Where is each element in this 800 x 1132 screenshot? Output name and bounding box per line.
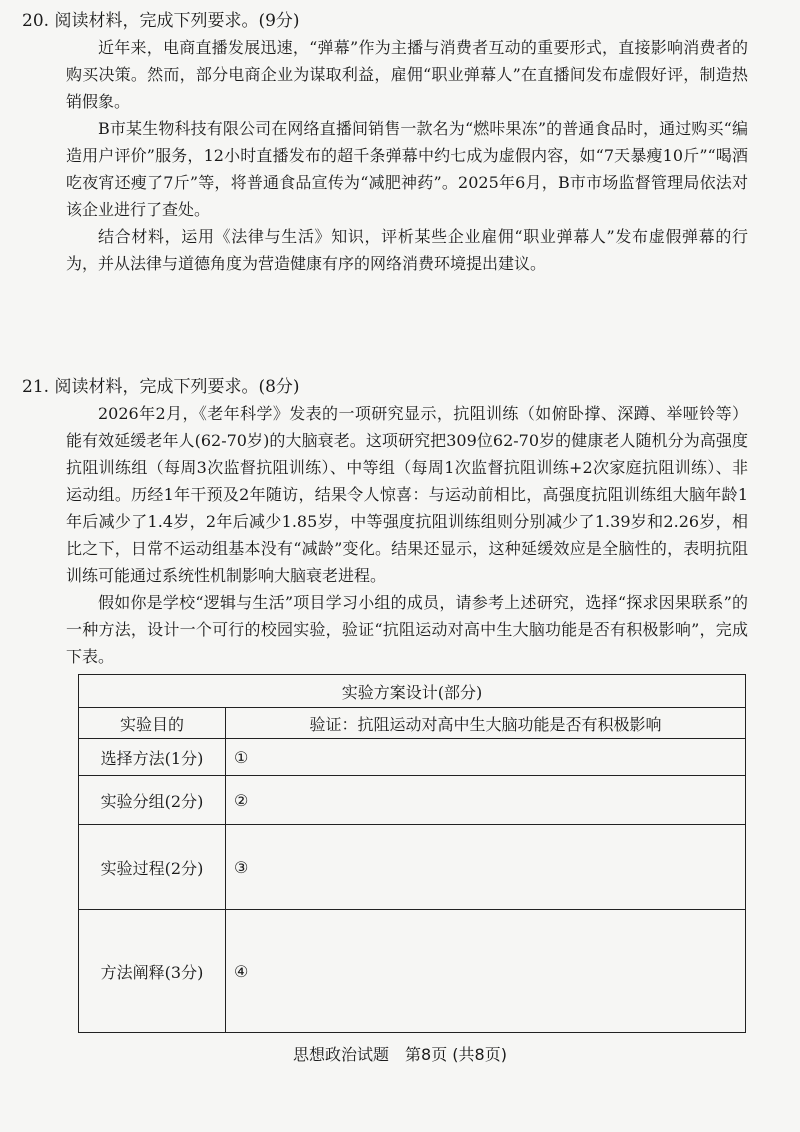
purpose-value: 验证：抗阻运动对高中生大脑功能是否有积极影响 bbox=[226, 708, 746, 739]
question-20-paragraph: 结合材料，运用《法律与生活》知识，评析某些企业雇佣“职业弹幕人”发布虚假弹幕的行为，并从法律与道德角度为营造健康有序的网络消费环境提出建议。 bbox=[66, 227, 748, 273]
answer-cell: ④ bbox=[226, 910, 746, 1033]
table-title: 实验方案设计(部分) bbox=[79, 675, 746, 708]
table-row bbox=[79, 739, 746, 776]
row-label: 实验过程(2分) bbox=[79, 825, 226, 910]
table-row bbox=[79, 776, 746, 825]
row-label: 实验分组(2分) bbox=[79, 776, 226, 825]
table-row bbox=[79, 825, 746, 910]
question-21-paragraph: 假如你是学校“逻辑与生活”项目学习小组的成员，请参考上述研究，选择“探求因果联系”的一种方法，设计一个可行的校园实验，验证“抗阻运动对高中生大脑功能是否有积极影响”，完成下表。 bbox=[66, 593, 748, 666]
question-20-title: 20. 阅读材料，完成下列要求。(9分) bbox=[22, 11, 300, 31]
question-20 bbox=[22, 8, 748, 277]
question-21-paragraph: 2026年2月，《老年科学》发表的一项研究显示，抗阻训练（如俯卧撑、深蹲、举哑铃等）能有效延缓老年人(62-70岁)的大脑衰老。这项研究把309位62-70岁的健康老人随机分为高强度抗阻训练组（每周3次监督抗阻训练）、中等组（每周1次监督抗阻训练+2次家庭抗阻训练）、非运动组。历经1年干预及2年随访，结果令人惊喜：与运动前相比，高强度抗阻训练组大脑年龄1年后减少了1.4岁，2年后减少1.85岁，中等强度抗阻训练组则分别减少了1.39岁和2.26岁，相比之下，日常不运动组基本没有“减龄”变化。结果还显示，这种延缓效应是全脑性的，表明抗阻训练可能通过系统性机制影响大脑衰老进程。 bbox=[66, 404, 748, 585]
question-21-title: 21. 阅读材料，完成下列要求。(8分) bbox=[22, 377, 300, 397]
answer-cell: ② bbox=[226, 776, 746, 825]
table-row bbox=[79, 910, 746, 1033]
page-footer: 思想政治试题 第8页 (共8页) bbox=[293, 1045, 507, 1064]
row-label: 选择方法(1分) bbox=[79, 739, 226, 776]
row-label: 方法阐释(3分) bbox=[79, 910, 226, 1033]
answer-cell: ③ bbox=[226, 825, 746, 910]
answer-cell: ① bbox=[226, 739, 746, 776]
experiment-plan-table bbox=[78, 674, 746, 1033]
question-20-paragraph: 近年来，电商直播发展迅速，“弹幕”作为主播与消费者互动的重要形式，直接影响消费者的购买决策。然而，部分电商企业为谋取利益，雇佣“职业弹幕人”在直播间发布虚假好评，制造热销假象。 bbox=[66, 38, 748, 111]
purpose-label: 实验目的 bbox=[79, 708, 226, 739]
question-20-paragraph: B市某生物科技有限公司在网络直播间销售一款名为“燃咔果冻”的普通食品时，通过购买“编造用户评价”服务，12小时直播发布的超千条弹幕中约七成为虚假内容，如“7天暴瘦10斤”“喝酒吃夜宵还瘦了7斤”等，将普通食品宣传为“减肥神药”。2025年6月，B市市场监督管理局依法对该企业进行了查处。 bbox=[66, 119, 748, 219]
question-21 bbox=[22, 374, 748, 670]
table-row bbox=[79, 708, 746, 739]
table-title-row bbox=[79, 675, 746, 708]
